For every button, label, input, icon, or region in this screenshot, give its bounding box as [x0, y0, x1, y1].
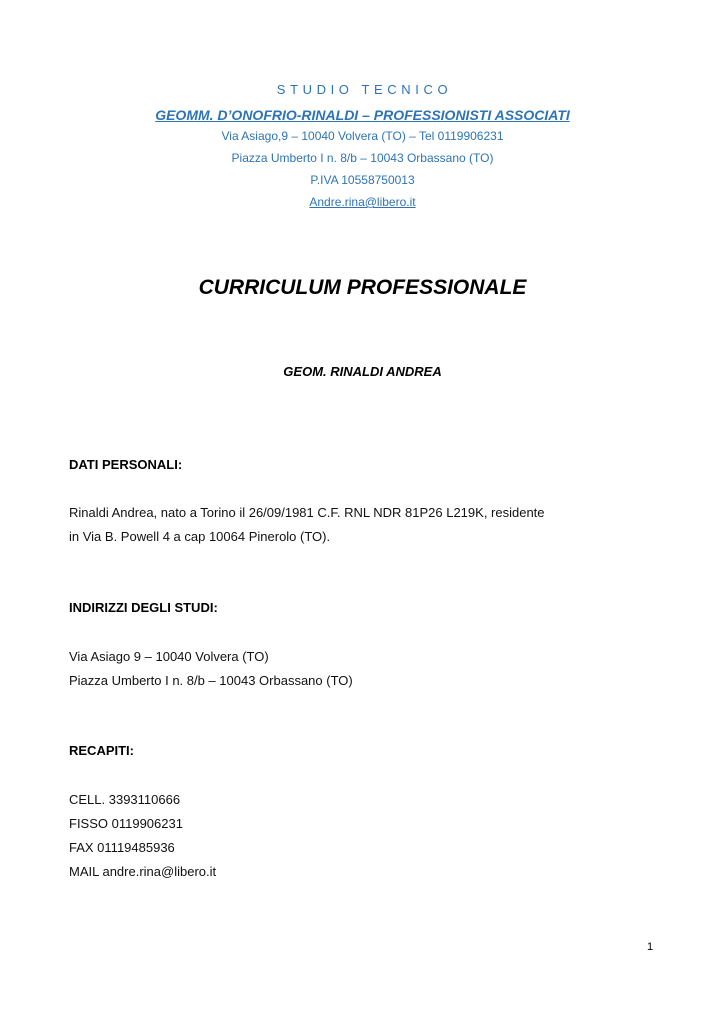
- contact-line-landline: FISSO 0119906231: [69, 816, 183, 831]
- section-body-personal-data: [69, 501, 669, 549]
- contact-line-fax: FAX 01119485936: [69, 840, 175, 855]
- contact-line-cell: CELL. 3393110666: [69, 792, 181, 807]
- letterhead: [0, 80, 725, 213]
- section-body-office-addresses: [69, 645, 669, 693]
- letterhead-address-volvera: Via Asiago,9 – 10040 Volvera (TO) – Tel 0119906231: [221, 129, 504, 143]
- letterhead-email-link[interactable]: Andre.rina@libero.it: [309, 195, 416, 209]
- section-heading-office-addresses: INDIRIZZI DEGLI STUDI:: [69, 600, 218, 615]
- office-address-line: Piazza Umberto I n. 8/b – 10043 Orbassano (TO): [69, 673, 353, 688]
- page-number: 1: [647, 941, 654, 953]
- letterhead-address-orbassano: Piazza Umberto I n. 8/b – 10043 Orbassano (TO): [231, 151, 494, 165]
- letterhead-piva: P.IVA 10558750013: [310, 173, 415, 187]
- contact-line-email: MAIL andre.rina@libero.it: [69, 864, 217, 879]
- section-body-contacts: [69, 788, 669, 884]
- office-address-line: Via Asiago 9 – 10040 Volvera (TO): [69, 649, 269, 664]
- document-title: CURRICULUM PROFESSIONALE: [198, 276, 527, 299]
- document-subtitle: GEOM. RINALDI ANDREA: [283, 364, 442, 379]
- section-heading-contacts: RECAPITI:: [69, 743, 134, 758]
- section-heading-personal-data: DATI PERSONALI:: [69, 457, 183, 472]
- personal-data-line: in Via B. Powell 4 a cap 10064 Pinerolo (TO).: [69, 529, 331, 544]
- personal-data-line: Rinaldi Andrea, nato a Torino il 26/09/1981 C.F. RNL NDR 81P26 L219K, residente: [69, 505, 545, 520]
- letterhead-studio: STUDIO TECNICO: [276, 82, 453, 97]
- letterhead-firm-name: GEOMM. D’ONOFRIO-RINALDI – PROFESSIONISTI ASSOCIATI: [155, 107, 570, 123]
